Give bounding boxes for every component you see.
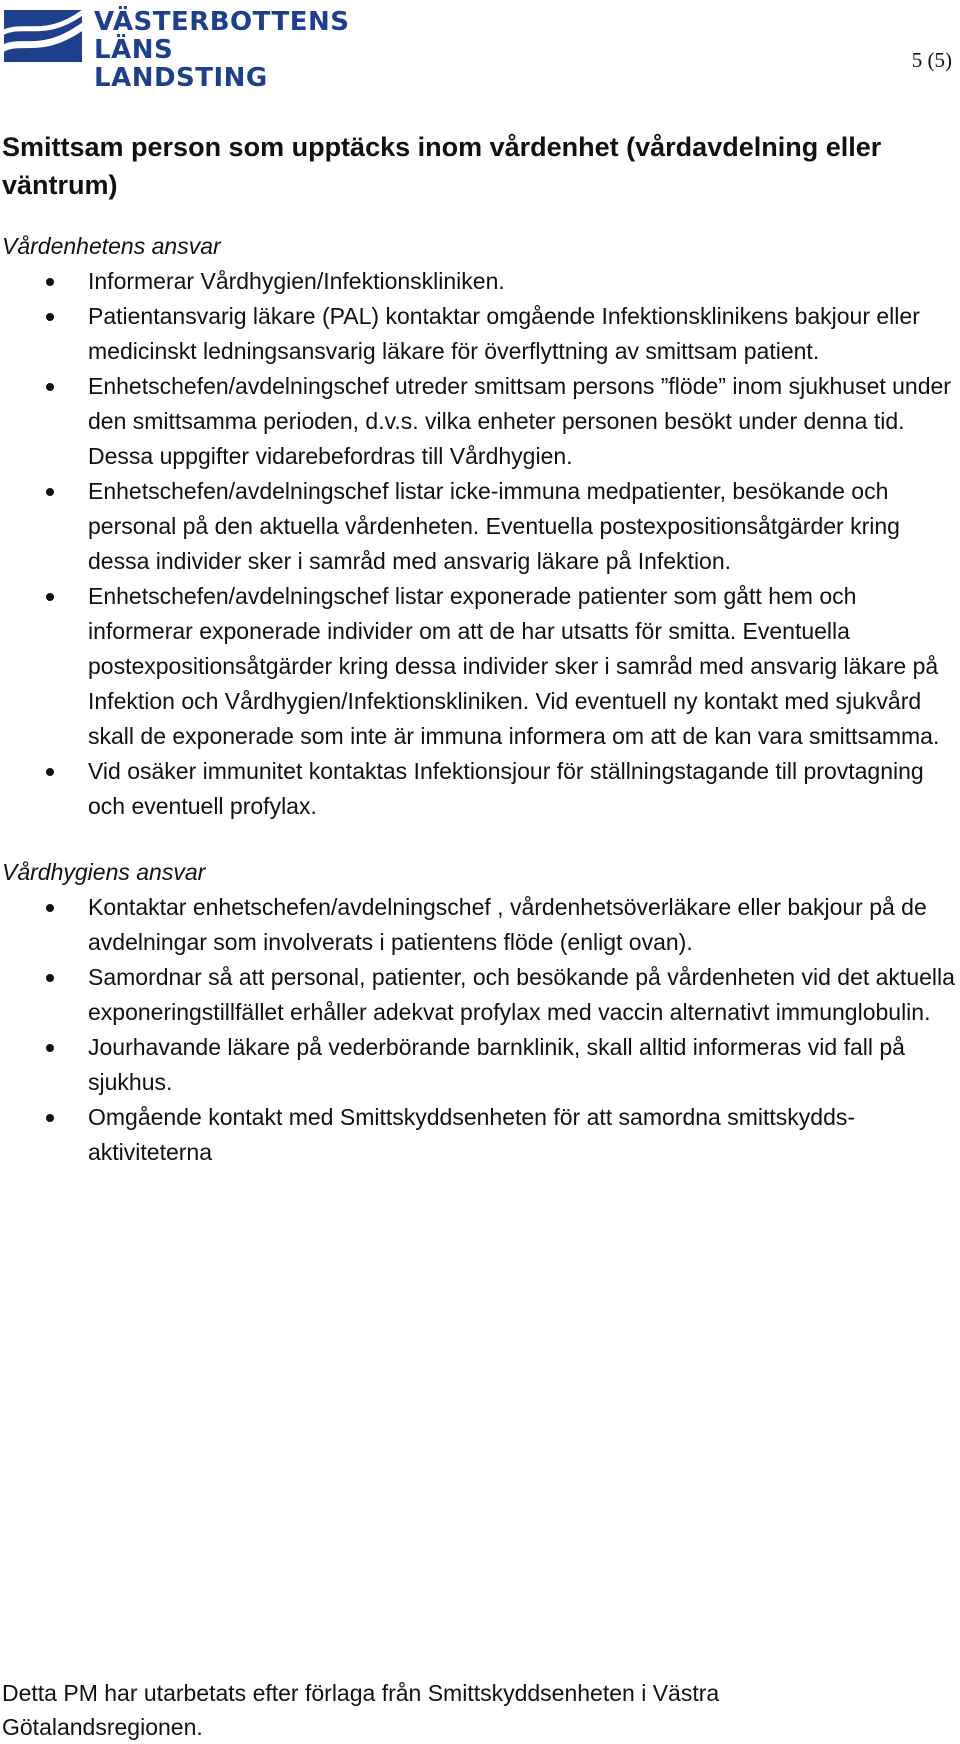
page-footer: Detta PM har utarbetats efter förlaga från Smittskyddsenheten i Västra Götalandsregionen. bbox=[2, 1680, 720, 1740]
section-heading: Vårdenhetens ansvar bbox=[2, 233, 221, 259]
list-item-text: Enhetschefen/avdelningschef listar exponerade patienter som gått hem och informerar exponerade individer om att de har utsatts för smitta. Eventuella postexpositionsåtgärder kring dessa individer sker i samråd med ansvarig läkare på Infektion och Vårdhygien/Infektionskliniken. Vid eventuell ny kontakt med sjukvård skall de exponerade som inte är immuna informera om att de kan vara smittsamma. bbox=[88, 583, 940, 749]
list-item-text: Jourhavande läkare på vederbörande barnklinik, skall alltid informeras vid fall på sjukhus. bbox=[88, 1034, 905, 1095]
list-item bbox=[2, 890, 957, 960]
bullet-list bbox=[2, 890, 957, 1170]
logo-line-1: VÄSTERBOTTENS bbox=[94, 7, 350, 37]
list-item bbox=[2, 369, 957, 474]
list-item-text: Samordnar så att personal, patienter, och besökande på vårdenheten vid det aktuella exponeringstillfället erhåller adekvat profylax med vaccin alternativt immunglobulin. bbox=[88, 964, 955, 1025]
list-item bbox=[2, 579, 957, 754]
bullet-icon bbox=[46, 313, 54, 321]
list-item-text: Patientansvarig läkare (PAL) kontaktar omgående Infektionsklinikens bakjour eller medicinskt ledningsansvarig läkare för överflyttning av smittsam patient. bbox=[88, 303, 920, 364]
bullet-icon bbox=[46, 1114, 54, 1122]
list-item bbox=[2, 264, 957, 299]
list-item bbox=[2, 1030, 957, 1100]
list-item bbox=[2, 474, 957, 579]
section-vardenhetens-ansvar bbox=[2, 228, 957, 824]
page-number: 5 (5) bbox=[911, 48, 952, 72]
list-item-text: Omgående kontakt med Smittskyddsenheten för att samordna smittskydds-aktiviteterna bbox=[88, 1104, 856, 1165]
section-vardhygiens-ansvar bbox=[2, 854, 957, 1170]
list-item-text: Enhetschefen/avdelningschef utreder smittsam persons ”flöde” inom sjukhuset under den smittsamma perioden, d.v.s. vilka enheter personen besökt under denna tid. Dessa uppgifter vidarebefordras till Vårdhygien. bbox=[88, 373, 951, 469]
bullet-icon bbox=[46, 768, 54, 776]
list-item-text: Kontaktar enhetschefen/avdelningschef , vårdenhetsöverläkare eller bakjour på de avdelningar som involverats i patientens flöde (enligt ovan). bbox=[88, 894, 927, 955]
bullet-icon bbox=[46, 278, 54, 286]
bullet-icon bbox=[46, 904, 54, 912]
list-item-text: Vid osäker immunitet kontaktas Infektionsjour för ställningstagande till provtagning och eventuell profylax. bbox=[88, 758, 924, 819]
section-heading: Vårdhygiens ansvar bbox=[2, 859, 206, 885]
list-item-text: Enhetschefen/avdelningschef listar icke-immuna medpatienter, besökande och personal på den aktuella vårdenheten. Eventuella postexpositionsåtgärder kring dessa individer sker i samråd med ansvarig läkare på Infektion. bbox=[88, 478, 900, 574]
list-item bbox=[2, 960, 957, 1030]
list-item bbox=[2, 299, 957, 369]
list-item bbox=[2, 1100, 957, 1170]
page-header bbox=[0, 0, 960, 93]
document-title: Smittsam person som upptäcks inom vårdenhet (vårdavdelning eller väntrum) bbox=[2, 132, 882, 200]
logo-mark-icon bbox=[4, 10, 82, 62]
list-item-text: Informerar Vårdhygien/Infektionskliniken. bbox=[88, 268, 505, 294]
bullet-icon bbox=[46, 488, 54, 496]
bullet-icon bbox=[46, 1044, 54, 1052]
list-item bbox=[2, 754, 957, 824]
bullet-icon bbox=[46, 383, 54, 391]
bullet-list bbox=[2, 264, 957, 824]
logo-line-2: LÄNS LANDSTING bbox=[94, 35, 268, 93]
bullet-icon bbox=[46, 974, 54, 982]
landsting-logo bbox=[4, 6, 350, 93]
document-body bbox=[2, 128, 957, 1170]
bullet-icon bbox=[46, 593, 54, 601]
